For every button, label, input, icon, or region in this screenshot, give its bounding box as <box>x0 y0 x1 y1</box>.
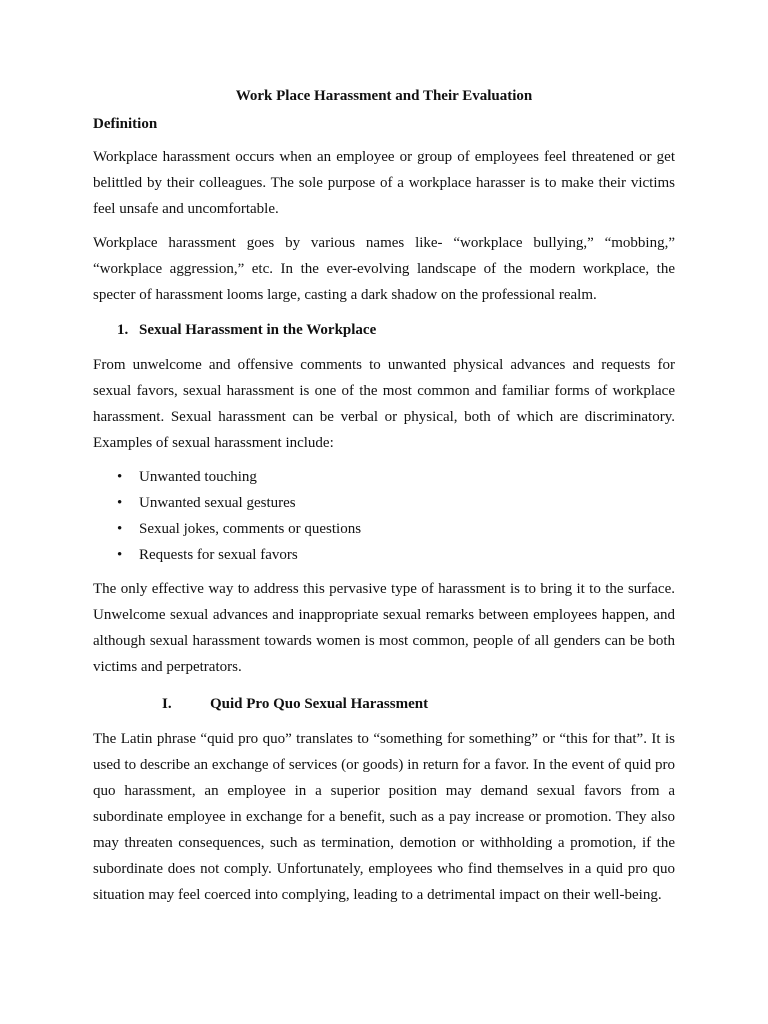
subsection-number: I. <box>162 696 172 712</box>
examples-list <box>93 464 675 568</box>
subsection-paragraph: The Latin phrase “quid pro quo” translates to “something for something” or “this for that”. It is used to describe an exchange of services (or goods) in return for a favor. In the event of quid pro quo harassment, an employee in a superior position may demand sexual favors from a subordinate employee in exchange for a benefit, such as a pay increase or promotion. They also may threaten consequences, such as termination, demotion or withholding a promotion, if the subordinate does not comply. Unfortunately, employees who find themselves in a quid pro quo situation may feel coerced into complying, leading to a detrimental impact on their well-being. <box>93 731 675 903</box>
intro-paragraph: Workplace harassment goes by various names like- “workplace bullying,” “mobbing,” “workplace aggression,” etc. In the ever-evolving landscape of the modern workplace, the specter of harassment looms large, casting a dark shadow on the professional realm. <box>93 235 675 303</box>
section-number: 1. <box>117 322 129 338</box>
list-item <box>93 464 675 490</box>
section-heading-text: Sexual Harassment in the Workplace <box>139 322 377 338</box>
section-heading-sexual-harassment <box>93 320 675 340</box>
list-item-text: Unwanted sexual gestures <box>139 495 296 511</box>
list-item <box>93 516 675 542</box>
bullet-icon: • <box>117 469 123 485</box>
list-item <box>93 490 675 516</box>
bullet-icon: • <box>117 521 123 537</box>
document-title: Work Place Harassment and Their Evaluation <box>235 88 533 104</box>
list-item-text: Unwanted touching <box>139 469 257 485</box>
subsection-heading-quid-pro-quo <box>93 694 675 714</box>
bullet-icon: • <box>117 547 123 563</box>
intro-paragraph: Workplace harassment occurs when an employee or group of employees feel threatened or get belittled by their colleagues. The sole purpose of a workplace harasser is to make their victims feel unsafe and uncomfortable. <box>93 149 675 217</box>
definition-heading: Definition <box>93 116 158 132</box>
subsection-heading-text: Quid Pro Quo Sexual Harassment <box>210 696 429 712</box>
document-content <box>93 86 675 916</box>
list-item-text: Sexual jokes, comments or questions <box>139 521 362 537</box>
list-item <box>93 542 675 568</box>
section-paragraph: The only effective way to address this pervasive type of harassment is to bring it to the surface. Unwelcome sexual advances and inappropriate sexual remarks between employees happen, and although sexual harassment towards women is most common, people of all genders can be both victims and perpetrators. <box>93 581 675 675</box>
section-paragraph: From unwelcome and offensive comments to unwanted physical advances and requests for sexual favors, sexual harassment is one of the most common and familiar forms of workplace harassment. Sexual harassment can be verbal or physical, both of which are discriminatory. Examples of sexual harassment include: <box>93 357 675 451</box>
list-item-text: Requests for sexual favors <box>139 547 298 563</box>
bullet-icon: • <box>117 495 123 511</box>
